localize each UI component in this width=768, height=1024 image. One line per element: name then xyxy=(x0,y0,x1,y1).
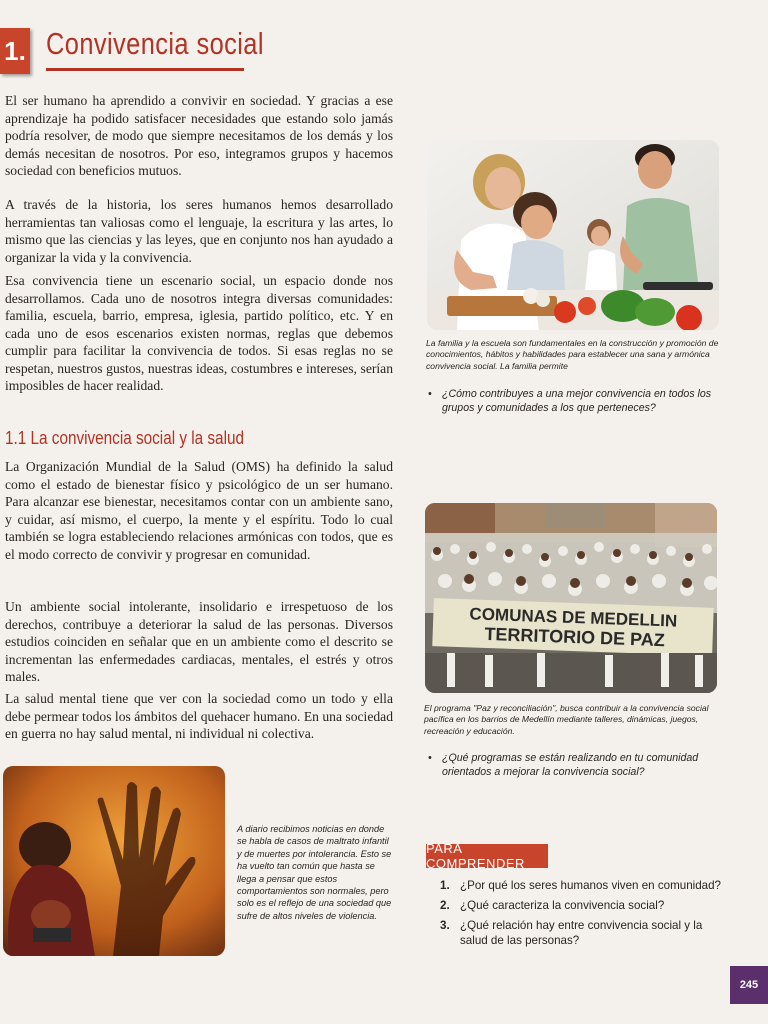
shadow-photo-caption: A diario recibimos noticias en donde se habla de casos de maltrato infantil y de muertes por intolerancia. Esto se ha vuelto tan común que hasta se llega a pensar que estos comportamientos son normales, pero solo es el reflejo de una sociedad que sufre de altos niveles de violencia. xyxy=(237,824,392,921)
banner-line-1: COMUNAS DE MEDELLIN xyxy=(469,604,678,631)
march-photo-caption: El programa "Paz y reconciliación", busca contribuir a la convivencia social pacífica en los barrios de Medellín mediante talleres, dinámicas, juegos, recreación y educación. xyxy=(424,703,709,736)
child-abuse-photo xyxy=(3,766,225,956)
section-number: 1. xyxy=(0,28,30,74)
march-photo-illustration xyxy=(425,503,717,693)
question-text: ¿Por qué los seres humanos viven en comunidad? xyxy=(460,879,722,892)
shadow-photo-illustration xyxy=(3,766,225,956)
family-cooking-photo xyxy=(427,140,719,330)
question-number: 2. xyxy=(440,899,450,912)
question-text: ¿Qué caracteriza la convivencia social? xyxy=(460,899,665,912)
paragraph-intro-3: Esa convivencia tiene un escenario social, un espacio donde nos desarrollamos. Cada uno de nosotros integra diversas comunidades: familia, escuela, barrio, empresa, iglesia, partido político, etc. Y en cada uno de esos escenarios existen normas, reglas que debemos cumplir para facilitar la convivencia de todos. Si esas reglas no se respetan, nuestros gustos, nuestras ideas, costumbres e intereses, serían imposibles de hacer realidad. xyxy=(5,273,393,393)
list-item xyxy=(440,918,730,948)
family-question: • ¿Cómo contribuyes a una mejor convivencia en todos los grupos y comunidades a los que perteneces? xyxy=(428,388,734,415)
para-comprender-list xyxy=(440,878,730,953)
list-item xyxy=(440,878,730,893)
banner-line-2: TERRITORIO DE PAZ xyxy=(484,623,666,651)
paragraph-intro-2: A través de la historia, los seres humanos hemos desarrollado herramientas tan valiosas como el lenguaje, la escritura y las artes, lo mismo que las ciencias y las leyes, que en conjunto nos han ayudado a organizar la vida y la convivencia. xyxy=(5,197,393,265)
section-title: Convivencia social xyxy=(46,26,264,61)
paragraph-health-3: La salud mental tiene que ver con la sociedad como un todo y ella debe permear todos los ámbitos del quehacer humano. En una sociedad en guerra no hay salud mental, ni individual ni colectiva. xyxy=(5,691,393,741)
paragraph-health-2: Un ambiente social intolerante, insolidario e irrespetuoso de los derechos, contribuye a deteriorar la salud de las personas. Diversos estudios coinciden en señalar que en un ambiente como el descrito se incrementan las enfermedades cardiacas, mentales, el estrés y otros males. xyxy=(5,599,393,684)
family-photo-caption: La familia y la escuela son fundamentales en la construcción y promoción de conocimientos, hábitos y habilidades para establecer una sana y armónica convivencia social. La familia permite xyxy=(426,338,719,371)
page-number: 245 xyxy=(730,966,768,1004)
peace-march-photo xyxy=(425,503,717,693)
family-photo-illustration xyxy=(427,140,719,330)
paragraph-health-1: La Organización Mundial de la Salud (OMS) ha definido la salud como el estado de bienestar físico y psicológico de un ser humano. Para alcanzar ese bienestar, necesitamos contar con un ambiente sano, y cuidar, así mismo, el cuerpo, la mente y el espíritu. Todo lo cual también se logra estableciendo relaciones armónicas con todos, que es el modo correcto de convivir y progresar en comunidad. xyxy=(5,459,393,562)
subsection-title: 1.1 La convivencia social y la salud xyxy=(5,428,244,448)
paragraph-intro-1: El ser humano ha aprendido a convivir en sociedad. Y gracias a ese aprendizaje ha podido satisfacer necesidades que estando solo jamás podría resolver, de modo que siempre necesitamos de los demás y los demás necesitan de nosotros. Por eso, integramos grupos y hacemos sociedad con beneficios mutuos. xyxy=(5,93,393,178)
title-underline xyxy=(46,68,244,71)
list-item xyxy=(440,898,730,913)
march-question: • ¿Qué programas se están realizando en tu comunidad orientados a mejorar la convivencia social? xyxy=(428,752,734,779)
question-number: 1. xyxy=(440,879,450,892)
question-number: 3. xyxy=(440,919,450,932)
para-comprender-header: PARA COMPRENDER xyxy=(426,844,548,868)
question-text: ¿Qué relación hay entre convivencia social y la salud de las personas? xyxy=(460,919,703,947)
